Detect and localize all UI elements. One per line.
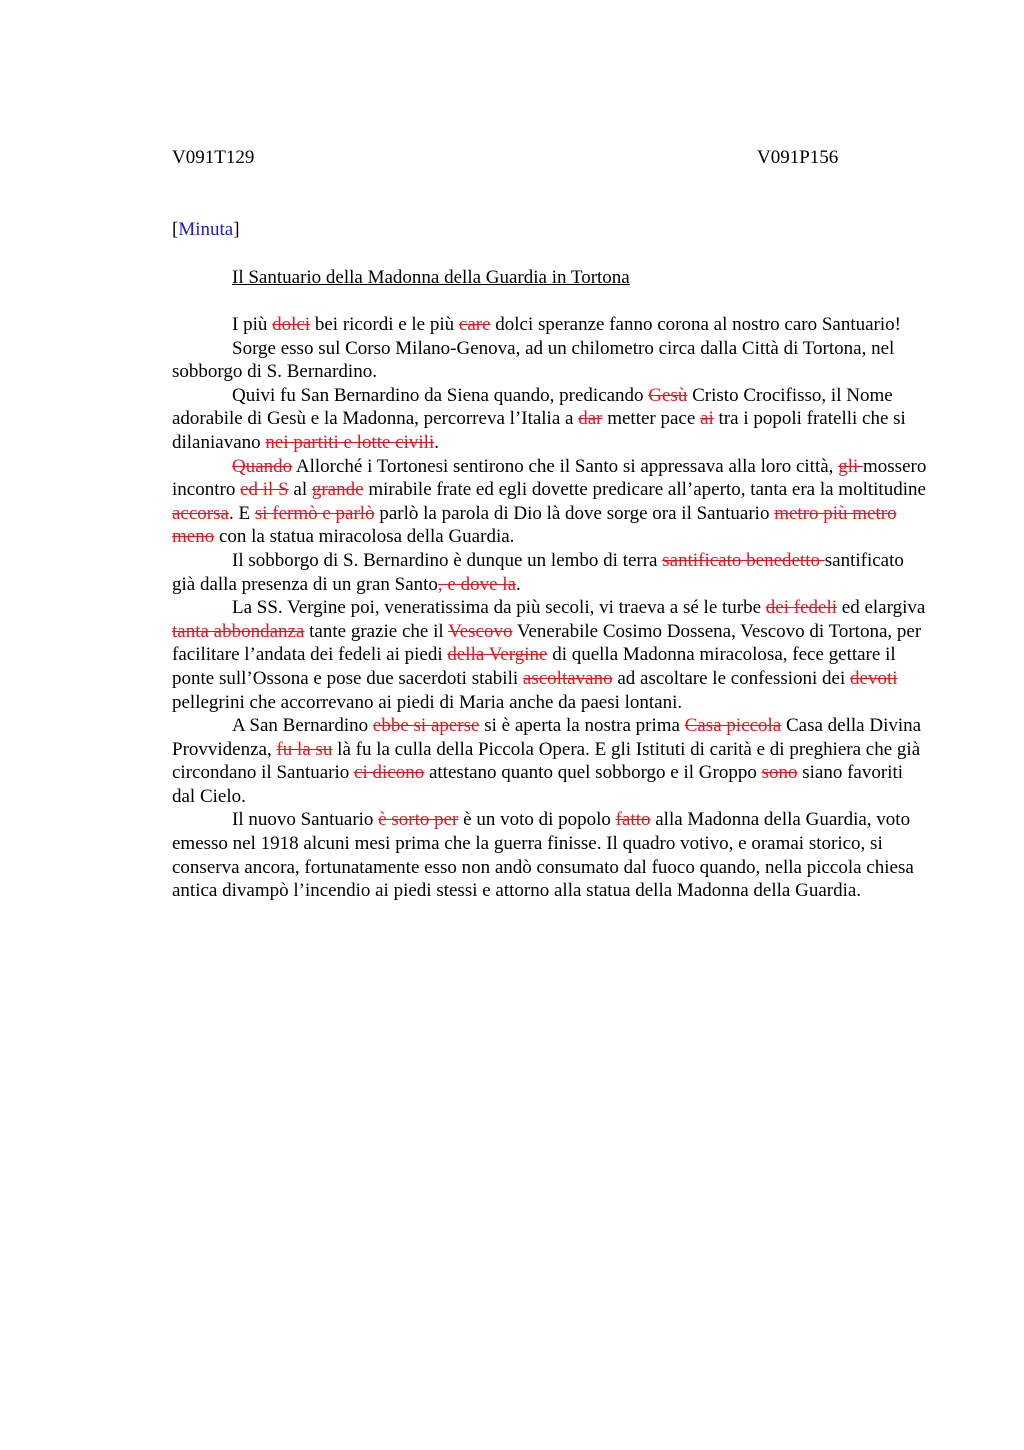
text-segment: si è aperta la nostra prima: [479, 715, 685, 737]
deleted-text: si fermò e parlò: [254, 502, 375, 524]
paragraph: [172, 384, 928, 455]
text-segment: mirabile frate ed egli dovette predicare all’aperto, tanta era la moltitudine: [363, 479, 926, 501]
header-right-code: V091P156: [757, 147, 839, 168]
deleted-text: metro più metro meno: [172, 502, 897, 548]
text-segment: parlò la parola di Dio là dove sorge ora il Santuario: [374, 502, 775, 524]
text-segment: al: [288, 479, 312, 501]
text-segment: alla Madonna della Guardia, voto emesso nel 1918 alcuni mesi prima che la guerra finisse. Il quadro votivo, e oramai storico, si conserva ancora, fortunatamente esso non andò consumato dal fuoco quando, nella piccola chiesa antica divampò l’incendio ai piedi stessi e attorno alla statua della Madonna della Guardia.: [172, 809, 914, 902]
deleted-text: tanta abbondanza: [172, 620, 305, 642]
text-segment: A San Bernardino: [232, 715, 373, 737]
deleted-text: sono: [761, 762, 798, 784]
deleted-text: santificato benedetto: [662, 549, 825, 571]
close-bracket: ]: [233, 219, 240, 240]
deleted-text: ed il S: [240, 479, 289, 501]
deleted-text: accorsa: [172, 502, 229, 524]
text-segment: santificato già dalla presenza di un gran Santo: [172, 549, 904, 595]
deleted-text: fu la su: [276, 738, 333, 760]
text-segment: .: [516, 573, 521, 595]
deleted-text: fatto: [615, 809, 651, 831]
text-segment: là fu la culla della Piccola Opera. E gli Istituti di carità e di preghiera che già circondano il Santuario: [172, 738, 921, 784]
deleted-text: nei partiti e lotte civili: [265, 431, 435, 453]
deleted-text: Vescovo: [448, 620, 513, 642]
text-segment: siano favoriti dal Cielo.: [172, 762, 904, 807]
deleted-text: dar: [578, 408, 603, 430]
text-segment: metter pace: [602, 408, 701, 430]
header-left-code: V091T129: [172, 147, 255, 168]
deleted-text: grande: [311, 479, 364, 501]
open-bracket: [: [172, 219, 179, 240]
document-title: Il Santuario della Madonna della Guardia in Tortona: [232, 267, 630, 288]
deleted-text: devoti: [850, 667, 898, 689]
paragraph: [172, 808, 928, 902]
deleted-text: Casa piccola: [684, 715, 782, 737]
text-segment: Il sobborgo di S. Bernardino è dunque un lembo di terra: [232, 549, 663, 571]
text-segment: .: [434, 431, 439, 453]
paragraph: [172, 455, 928, 549]
paragraph: [172, 313, 928, 337]
deleted-text: ebbe si aperse: [372, 715, 480, 737]
text-segment: Sorge esso sul Corso Milano-Genova, ad un chilometro circa dalla Città di Tortona, nel sobborgo di S. Bernardino.: [172, 337, 895, 383]
paragraph: [172, 549, 928, 596]
paragraph: [172, 337, 928, 384]
text-segment: Il nuovo Santuario: [232, 809, 379, 831]
deleted-text: , e dove la: [437, 573, 516, 595]
text-segment: Casa della Divina Provvidenza,: [172, 715, 922, 760]
text-segment: I più: [232, 314, 273, 335]
deleted-text: è sorto per: [378, 809, 459, 831]
text-segment: dolci speranze fanno corona al nostro caro Santuario!: [490, 314, 901, 335]
text-segment: Venerabile Cosimo Dossena, Vescovo di Tortona, per facilitare l’andata dei fedeli ai piedi: [172, 620, 922, 666]
text-segment: tante grazie che il: [304, 620, 449, 642]
minuta-word: Minuta: [178, 219, 234, 240]
deleted-text: ci dicono: [354, 762, 425, 784]
text-segment: con la statua miracolosa della Guardia.: [214, 526, 515, 548]
deleted-text: dolci: [272, 314, 311, 335]
text-segment: ad ascoltare le confessioni dei: [612, 667, 851, 689]
text-segment: mossero incontro: [172, 455, 927, 501]
text-segment: è un voto di popolo: [458, 809, 616, 831]
text-segment: pellegrini che accorrevano ai piedi di Maria anche da paesi lontani.: [172, 691, 683, 713]
text-segment: Quivi fu San Bernardino da Siena quando, predicando: [232, 384, 649, 406]
text-segment: ed elargiva: [837, 597, 926, 619]
paragraph: [172, 596, 928, 714]
text-segment: La SS. Vergine poi, veneratissima da più secoli, vi traeva a sé le turbe: [232, 597, 766, 619]
text-segment: bei ricordi e le più: [310, 314, 459, 335]
deleted-text: Gesù: [648, 384, 688, 406]
paragraph: [172, 714, 928, 808]
deleted-text: gli: [838, 455, 863, 477]
deleted-text: della Vergine: [447, 644, 548, 666]
text-segment: attestano quanto quel sobborgo e il Groppo: [424, 762, 762, 784]
deleted-text: ai: [700, 408, 714, 430]
deleted-text: ascoltavano: [522, 667, 613, 689]
text-segment: Allorché i Tortonesi sentirono che il Santo si appressava alla loro città,: [292, 455, 839, 477]
text-segment: Cristo Crocifisso, il Nome adorabile di Gesù e la Madonna, percorreva l’Italia a: [172, 384, 893, 430]
deleted-text: care: [458, 314, 491, 335]
document-body: [172, 313, 928, 903]
deleted-text: dei fedeli: [765, 597, 838, 619]
text-segment: di quella Madonna miracolosa, fece gettare il ponte sull’Ossona e pose due sacerdoti stabili: [172, 644, 896, 689]
minuta-label: [172, 218, 240, 242]
text-segment: tra i popoli fratelli che si dilaniavano: [172, 408, 906, 453]
text-segment: . E: [228, 502, 255, 524]
deleted-text: Quando: [232, 455, 293, 477]
